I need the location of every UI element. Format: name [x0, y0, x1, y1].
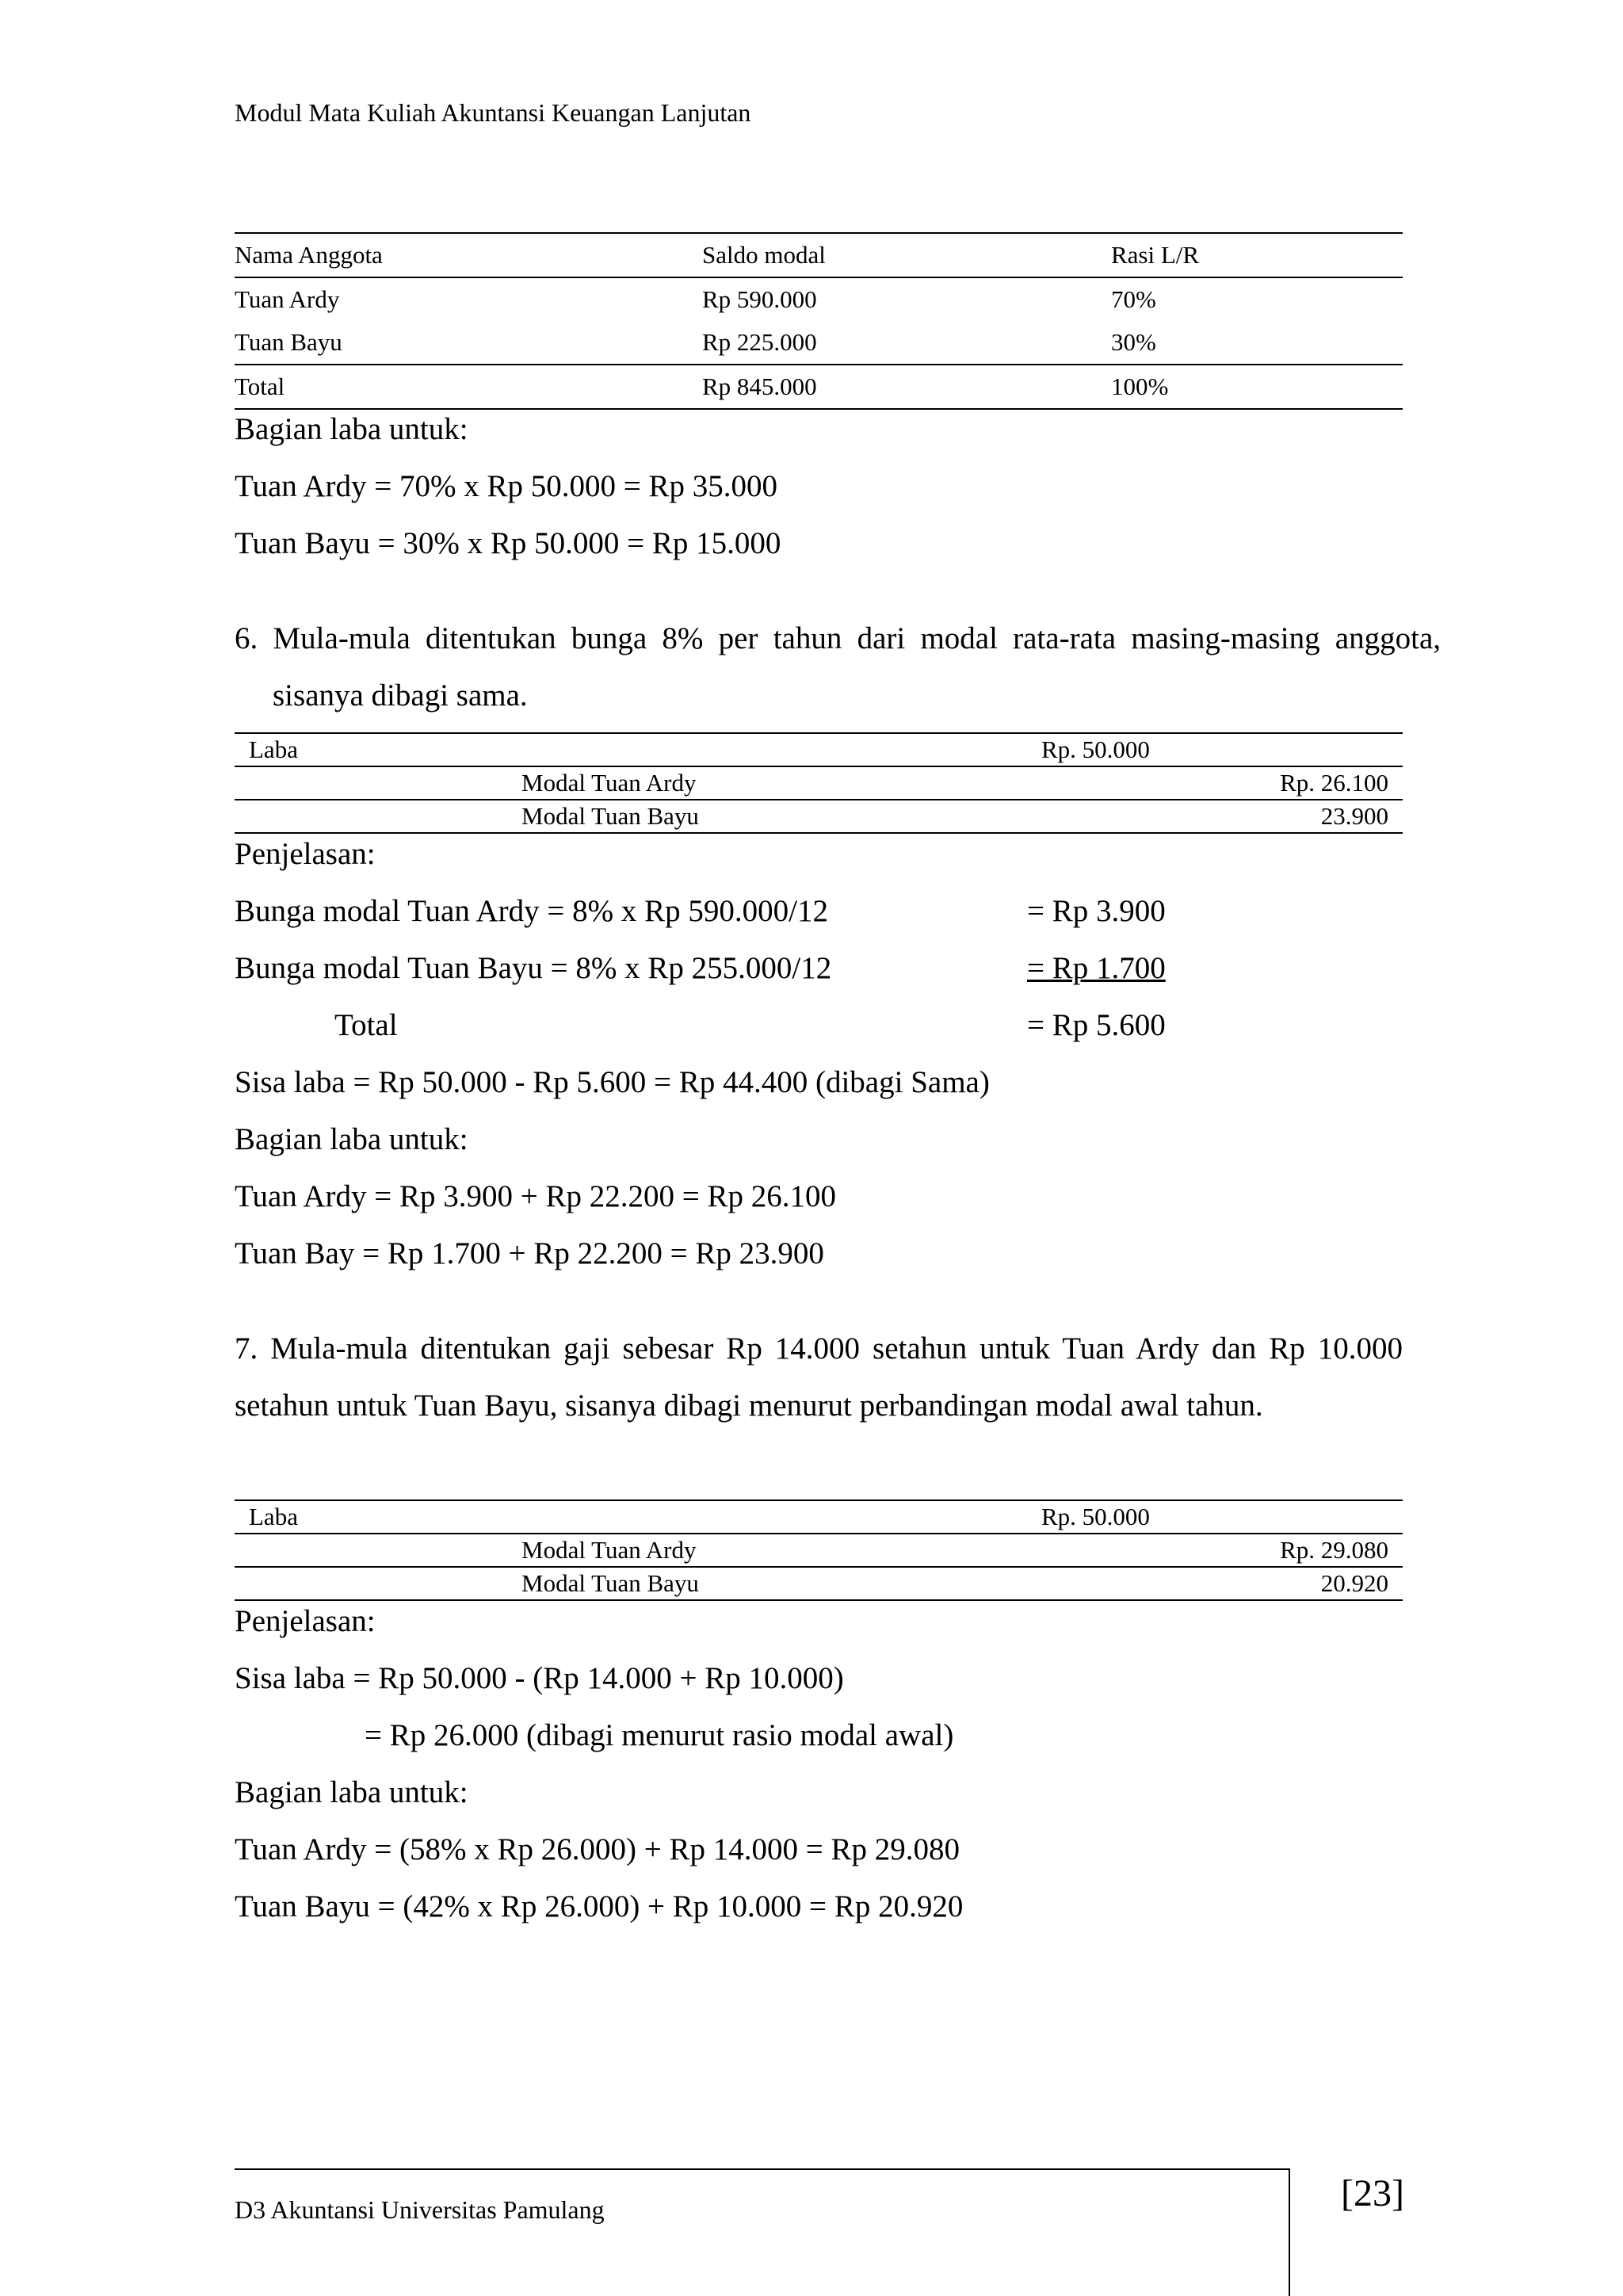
table-row [235, 277, 1403, 321]
ledger-ardy-value: Rp. 29.080 [1280, 1536, 1388, 1564]
s7-ledger [235, 1499, 1403, 1601]
s6-bayu: Tuan Bay = Rp 1.700 + Rp 22.200 = Rp 23.900 [235, 1236, 824, 1270]
ledger-laba-value: Rp. 50.000 [1041, 735, 1150, 763]
s6-bunga-ardy [235, 892, 828, 930]
page-number: [23] [1341, 2172, 1404, 2214]
s6-bunga-bayu-value: = Rp 1.700 [1027, 951, 1166, 985]
s6-penjelasan: Penjelasan: [235, 837, 376, 871]
s6-total-label: Total [334, 1008, 398, 1042]
cell-total-label: Total [235, 372, 285, 400]
cell-capital: Rp 225.000 [702, 328, 817, 356]
s7-bagian: Bagian laba untuk: [235, 1775, 468, 1809]
ledger-row-ardy [235, 1534, 1403, 1568]
ledger-bayu-label: Modal Tuan Bayu [521, 802, 699, 830]
s7-penjelasan: Penjelasan: [235, 1604, 376, 1638]
col-header-name: Nama Anggota [235, 241, 383, 269]
s6-ardy: Tuan Ardy = Rp 3.900 + Rp 22.200 = Rp 26.100 [235, 1179, 837, 1213]
s6-bagian: Bagian laba untuk: [235, 1122, 468, 1156]
s5-ardy: Tuan Ardy = 70% x Rp 50.000 = Rp 35.000 [235, 469, 778, 503]
s6-number: 6. [235, 621, 258, 655]
s6-bunga-bayu-text: Bunga modal Tuan Bayu = 8% x Rp 255.000/12 [235, 951, 832, 985]
cell-name: Tuan Ardy [235, 285, 340, 313]
cell-name: Tuan Bayu [235, 328, 342, 356]
cell-total-ratio: 100% [1111, 372, 1169, 400]
cell-ratio: 30% [1111, 328, 1156, 356]
s6-bunga-ardy-value: = Rp 3.900 [1027, 894, 1166, 928]
ledger-ardy-label: Modal Tuan Ardy [521, 1536, 697, 1564]
cell-ratio: 70% [1111, 285, 1156, 313]
ledger-ardy-value: Rp. 26.100 [1280, 769, 1388, 797]
table-total-row [235, 365, 1403, 409]
ledger-row-laba [235, 1499, 1403, 1534]
ledger-ardy-label: Modal Tuan Ardy [521, 769, 697, 797]
col-header-capital: Saldo modal [702, 241, 826, 269]
s7-sisa2: = Rp 26.000 (dibagi menurut rasio modal awal) [365, 1718, 954, 1752]
ledger-bayu-value: 20.920 [1320, 1569, 1388, 1597]
s7-ardy: Tuan Ardy = (58% x Rp 26.000) + Rp 14.000 = Rp 29.080 [235, 1832, 960, 1866]
running-header: Modul Mata Kuliah Akuntansi Keuangan Lanjutan [235, 98, 751, 127]
cell-total-capital: Rp 845.000 [702, 372, 817, 400]
ledger-row-bayu [235, 800, 1403, 834]
s7-paragraph: 7. Mula-mula ditentukan gaji sebesar Rp 14.000 setahun untuk Tuan Ardy dan Rp 10.000 setahun untuk Tuan Bayu, sisanya dibagi menurut perbandingan modal awal tahun. [235, 1331, 1403, 1423]
s7-sisa1: Sisa laba = Rp 50.000 - (Rp 14.000 + Rp 10.000) [235, 1661, 844, 1695]
ledger-laba-value: Rp. 50.000 [1041, 1503, 1150, 1530]
ledger-row-bayu [235, 1568, 1403, 1601]
col-header-ratio: Rasi L/R [1111, 241, 1200, 269]
footer-vertical-divider [1289, 2168, 1290, 2296]
s6-sisa: Sisa laba = Rp 50.000 - Rp 5.600 = Rp 44.400 (dibagi Sama) [235, 1065, 990, 1099]
s6-paragraph [235, 610, 1441, 724]
ledger-laba-label: Laba [249, 735, 298, 763]
ledger-row-laba [235, 732, 1403, 767]
ledger-laba-label: Laba [249, 1503, 298, 1530]
ledger-row-ardy [235, 767, 1403, 800]
table-header-row [235, 233, 1403, 277]
s5-bagian: Bagian laba untuk: [235, 412, 468, 446]
cell-capital: Rp 590.000 [702, 285, 817, 313]
s6-text: Mula-mula ditentukan bunga 8% per tahun dari modal rata-rata masing-masing anggota, sisanya dibagi sama. [273, 621, 1442, 712]
table-row [235, 321, 1403, 365]
s6-ledger [235, 732, 1403, 834]
footer-institution: D3 Akuntansi Universitas Pamulang [235, 2195, 605, 2224]
capital-ratio-table [235, 232, 1403, 410]
ledger-bayu-value: 23.900 [1320, 802, 1388, 830]
s6-total-value: = Rp 5.600 [1027, 1008, 1166, 1042]
s6-bunga-bayu [235, 949, 831, 988]
s5-bayu: Tuan Bayu = 30% x Rp 50.000 = Rp 15.000 [235, 526, 781, 560]
s7-bayu: Tuan Bayu = (42% x Rp 26.000) + Rp 10.000 = Rp 20.920 [235, 1889, 964, 1924]
footer-divider [235, 2168, 1290, 2170]
s6-bunga-ardy-text: Bunga modal Tuan Ardy = 8% x Rp 590.000/12 [235, 894, 828, 928]
ledger-bayu-label: Modal Tuan Bayu [521, 1569, 699, 1597]
